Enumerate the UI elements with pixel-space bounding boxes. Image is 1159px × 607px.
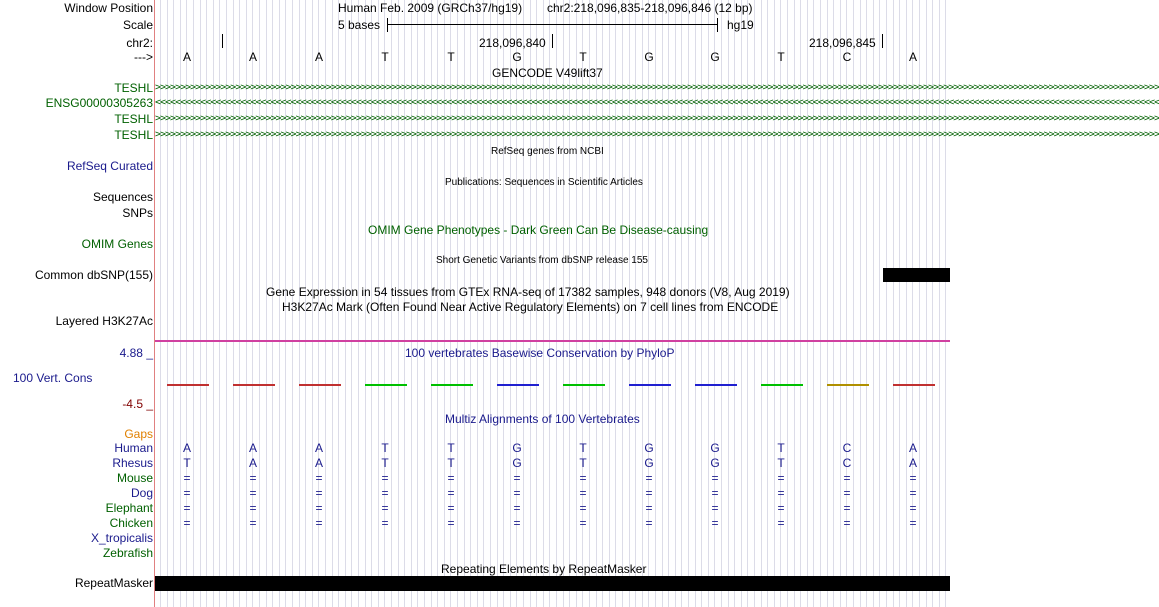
refseq-label[interactable]: RefSeq Curated — [66, 159, 153, 173]
aligned-base: = — [711, 471, 719, 485]
aligned-base: A — [908, 456, 917, 470]
aligned-base: = — [315, 486, 323, 500]
dbsnp-track-title[interactable]: Short Genetic Variants from dbSNP release 155 — [436, 255, 648, 266]
reference-base: C — [842, 50, 852, 64]
species-label[interactable]: Rhesus — [112, 456, 153, 470]
aligned-base: = — [381, 486, 389, 500]
reference-base: T — [447, 50, 455, 64]
aligned-base: G — [512, 456, 522, 470]
aligned-base: T — [777, 441, 785, 455]
scale-db: hg19 — [727, 18, 754, 32]
species-label[interactable]: X_tropicalis — [90, 531, 153, 545]
cons-max-label: 4.88 _ — [119, 346, 153, 360]
ruler-tick — [882, 34, 883, 48]
aligned-base: = — [909, 501, 917, 515]
dbsnp-variant[interactable] — [883, 268, 950, 282]
cons-min-label: -4.5 _ — [122, 397, 153, 411]
aligned-base: = — [381, 501, 389, 515]
reference-base: T — [777, 50, 785, 64]
repeatmasker-track-title[interactable]: Repeating Elements by RepeatMasker — [441, 562, 647, 576]
conservation-mark — [563, 384, 605, 386]
aligned-base: = — [381, 516, 389, 530]
reference-base: A — [908, 50, 917, 64]
gencode-transcript-1[interactable]: >>>>>>>>>>>>>>>>>>>>>>>>>>>>>>>>>>>>>>>>>>>>>>>>>>>>>>>>>>>>>>>>>>>>>>>>>>>>>>>>>>>>>>>>>>>>>>>>>>>>>>>>>>>>>>>>>>>>>>>>>>>>>>>>>>>>>>>>>>>>>>>>>>>>>>>>>>>>>>>>>>>>>>>>>>>>>>>>>>>>>>>>>>>>>>>>>>>>>>>> — [155, 82, 1159, 93]
conservation-mark — [233, 384, 275, 386]
gtex-track-title[interactable]: Gene Expression in 54 tissues from GTEx RNA-seq of 17382 samples, 948 donors (V8, Aug 2019) — [266, 285, 790, 299]
species-label[interactable]: Human — [114, 441, 153, 455]
coord-840: 218,096,840 — [479, 36, 546, 50]
reference-base: T — [579, 50, 587, 64]
aligned-base: = — [513, 516, 521, 530]
aligned-base: = — [315, 501, 323, 515]
aligned-base: = — [249, 486, 257, 500]
reference-base: A — [314, 50, 323, 64]
reference-base: G — [512, 50, 522, 64]
aligned-base: = — [249, 516, 257, 530]
conservation-mark — [761, 384, 803, 386]
coord-845: 218,096,845 — [809, 36, 876, 50]
reference-base: G — [710, 50, 720, 64]
gencode-track-title[interactable]: GENCODE V49lift37 — [492, 66, 603, 80]
aligned-base: C — [842, 441, 852, 455]
scale-label: Scale — [122, 18, 153, 32]
aligned-base: = — [183, 486, 191, 500]
aligned-base: = — [249, 501, 257, 515]
aligned-base: = — [909, 471, 917, 485]
omim-track-title[interactable]: OMIM Gene Phenotypes - Dark Green Can Be Disease-causing — [368, 223, 709, 237]
aligned-base: = — [777, 501, 785, 515]
aligned-base: = — [711, 501, 719, 515]
aligned-base: = — [447, 471, 455, 485]
sequences-label[interactable]: Sequences — [92, 190, 153, 204]
aligned-base: T — [381, 441, 389, 455]
aligned-base: = — [183, 516, 191, 530]
scale-bar-left-tick — [387, 18, 388, 32]
conservation-mark — [431, 384, 473, 386]
aligned-base: = — [645, 501, 653, 515]
aligned-base: = — [645, 486, 653, 500]
aligned-base: = — [183, 471, 191, 485]
chrom-label: chr2: — [126, 36, 153, 50]
conservation-mark — [299, 384, 341, 386]
aligned-base: = — [447, 486, 455, 500]
strand-label: ---> — [134, 50, 153, 64]
aligned-base: T — [777, 456, 785, 470]
aligned-base: = — [579, 471, 587, 485]
aligned-base: = — [447, 516, 455, 530]
species-label[interactable]: Zebrafish — [102, 546, 153, 560]
repeatmasker-element[interactable] — [155, 576, 950, 591]
aligned-base: A — [248, 441, 257, 455]
aligned-base: = — [315, 471, 323, 485]
aligned-base: = — [579, 516, 587, 530]
aligned-base: A — [248, 456, 257, 470]
species-label[interactable]: Chicken — [109, 516, 153, 530]
species-label[interactable]: Dog — [130, 486, 153, 500]
conservation-mark — [695, 384, 737, 386]
publications-track-title[interactable]: Publications: Sequences in Scientific Articles — [445, 177, 643, 188]
aligned-base: = — [843, 516, 851, 530]
aligned-base: T — [447, 456, 455, 470]
aligned-base: = — [447, 501, 455, 515]
aligned-base: = — [579, 501, 587, 515]
ruler-tick — [552, 34, 553, 48]
conservation-mark — [629, 384, 671, 386]
aligned-base: G — [644, 456, 654, 470]
reference-base: T — [381, 50, 389, 64]
aligned-base: = — [909, 516, 917, 530]
aligned-base: = — [645, 471, 653, 485]
h3k27ac-signal — [155, 340, 950, 342]
conservation-mark — [893, 384, 935, 386]
aligned-base: = — [711, 516, 719, 530]
scale-bar — [387, 24, 718, 25]
multiz-track-title[interactable]: Multiz Alignments of 100 Vertebrates — [445, 412, 640, 426]
reference-base: G — [644, 50, 654, 64]
aligned-base: = — [843, 471, 851, 485]
repeatmasker-label[interactable]: RepeatMasker — [74, 576, 153, 590]
aligned-base: = — [777, 486, 785, 500]
gencode-label-teshl-2[interactable]: TESHL — [114, 112, 153, 126]
aligned-base: G — [512, 441, 522, 455]
conservation-mark — [497, 384, 539, 386]
reference-base: A — [182, 50, 191, 64]
window-position-label: Window Position — [64, 1, 153, 15]
aligned-base: = — [381, 471, 389, 485]
conservation-mark — [827, 384, 869, 386]
aligned-base: A — [908, 441, 917, 455]
assembly-title: Human Feb. 2009 (GRCh37/hg19) — [338, 1, 523, 15]
gencode-transcript-4[interactable]: >>>>>>>>>>>>>>>>>>>>>>>>>>>>>>>>>>>>>>>>>>>>>>>>>>>>>>>>>>>>>>>>>>>>>>>>>>>>>>>>>>>>>>>>>>>>>>>>>>>>>>>>>>>>>>>>>>>>>>>>>>>>>>>>>>>>>>>>>>>>>>>>>>>>>>>>>>>>>>>>>>>>>>>>>>>>>>>>>>>>>>>>>>>>>>>>>>>>>>>> — [155, 129, 1159, 140]
aligned-base: = — [843, 501, 851, 515]
refseq-track-title[interactable]: RefSeq genes from NCBI — [491, 146, 604, 157]
conservation-mark — [167, 384, 209, 386]
aligned-base: = — [249, 471, 257, 485]
aligned-base: = — [645, 516, 653, 530]
aligned-base: A — [314, 456, 323, 470]
scale-bar-right-tick — [717, 18, 718, 32]
gencode-label-teshl-1[interactable]: TESHL — [114, 81, 153, 95]
gencode-label-ensg[interactable]: ENSG00000305263 — [45, 96, 153, 110]
aligned-base: T — [579, 456, 587, 470]
aligned-base: = — [777, 516, 785, 530]
aligned-base: C — [842, 456, 852, 470]
gencode-transcript-2[interactable]: <<<<<<<<<<<<<<<<<<<<<<<<<<<<<<<<<<<<<<<<<<<<<<<<<<<<<<<<<<<<<<<<<<<<<<<<<<<<<<<<<<<<<<<<<<<<<<<<<<<<<<<<<<<<<<<<<<<<<<<<<<<<<<<<<<<<<<<<<<<<<<<<<<<<<<<<<<<<<<<<<<<<<<<<<<<<<<<<<<<<<<<<<<<<<<<<<<<<<<<< — [155, 97, 1159, 108]
aligned-base: T — [381, 456, 389, 470]
aligned-base: = — [579, 486, 587, 500]
aligned-base: T — [447, 441, 455, 455]
aligned-base: = — [315, 516, 323, 530]
aligned-base: A — [182, 441, 191, 455]
aligned-base: T — [579, 441, 587, 455]
aligned-base: A — [314, 441, 323, 455]
ruler-tick — [222, 34, 223, 48]
h3k27ac-track-title[interactable]: H3K27Ac Mark (Often Found Near Active Regulatory Elements) on 7 cell lines from ENCODE — [282, 300, 779, 314]
aligned-base: = — [909, 486, 917, 500]
aligned-base: = — [513, 501, 521, 515]
gaps-label[interactable]: Gaps — [124, 427, 153, 441]
phylop-track-title[interactable]: 100 vertebrates Basewise Conservation by PhyloP — [405, 346, 675, 360]
omim-label[interactable]: OMIM Genes — [81, 237, 153, 251]
scale-text: 5 bases — [338, 18, 381, 32]
h3k27ac-label[interactable]: Layered H3K27Ac — [55, 314, 153, 328]
aligned-base: = — [513, 486, 521, 500]
cons-label[interactable]: 100 Vert. Cons — [13, 371, 93, 385]
species-label[interactable]: Elephant — [105, 501, 153, 515]
gencode-transcript-3[interactable]: >>>>>>>>>>>>>>>>>>>>>>>>>>>>>>>>>>>>>>>>>>>>>>>>>>>>>>>>>>>>>>>>>>>>>>>>>>>>>>>>>>>>>>>>>>>>>>>>>>>>>>>>>>>>>>>>>>>>>>>>>>>>>>>>>>>>>>>>>>>>>>>>>>>>>>>>>>>>>>>>>>>>>>>>>>>>>>>>>>>>>>>>>>>>>>>>>>>>>>>> — [155, 113, 1159, 124]
aligned-base: G — [710, 456, 720, 470]
aligned-base: = — [711, 486, 719, 500]
reference-base: A — [248, 50, 257, 64]
aligned-base: = — [777, 471, 785, 485]
gencode-label-teshl-3[interactable]: TESHL — [114, 128, 153, 142]
aligned-base: G — [644, 441, 654, 455]
aligned-base: = — [843, 486, 851, 500]
snps-label[interactable]: SNPs — [122, 206, 153, 220]
position-readout: chr2:218,096,835-218,096,846 (12 bp) — [547, 1, 753, 15]
species-label[interactable]: Mouse — [116, 471, 153, 485]
conservation-mark — [365, 384, 407, 386]
aligned-base: = — [513, 471, 521, 485]
aligned-base: G — [710, 441, 720, 455]
aligned-base: = — [183, 501, 191, 515]
aligned-base: T — [183, 456, 191, 470]
dbsnp-label[interactable]: Common dbSNP(155) — [34, 268, 153, 282]
